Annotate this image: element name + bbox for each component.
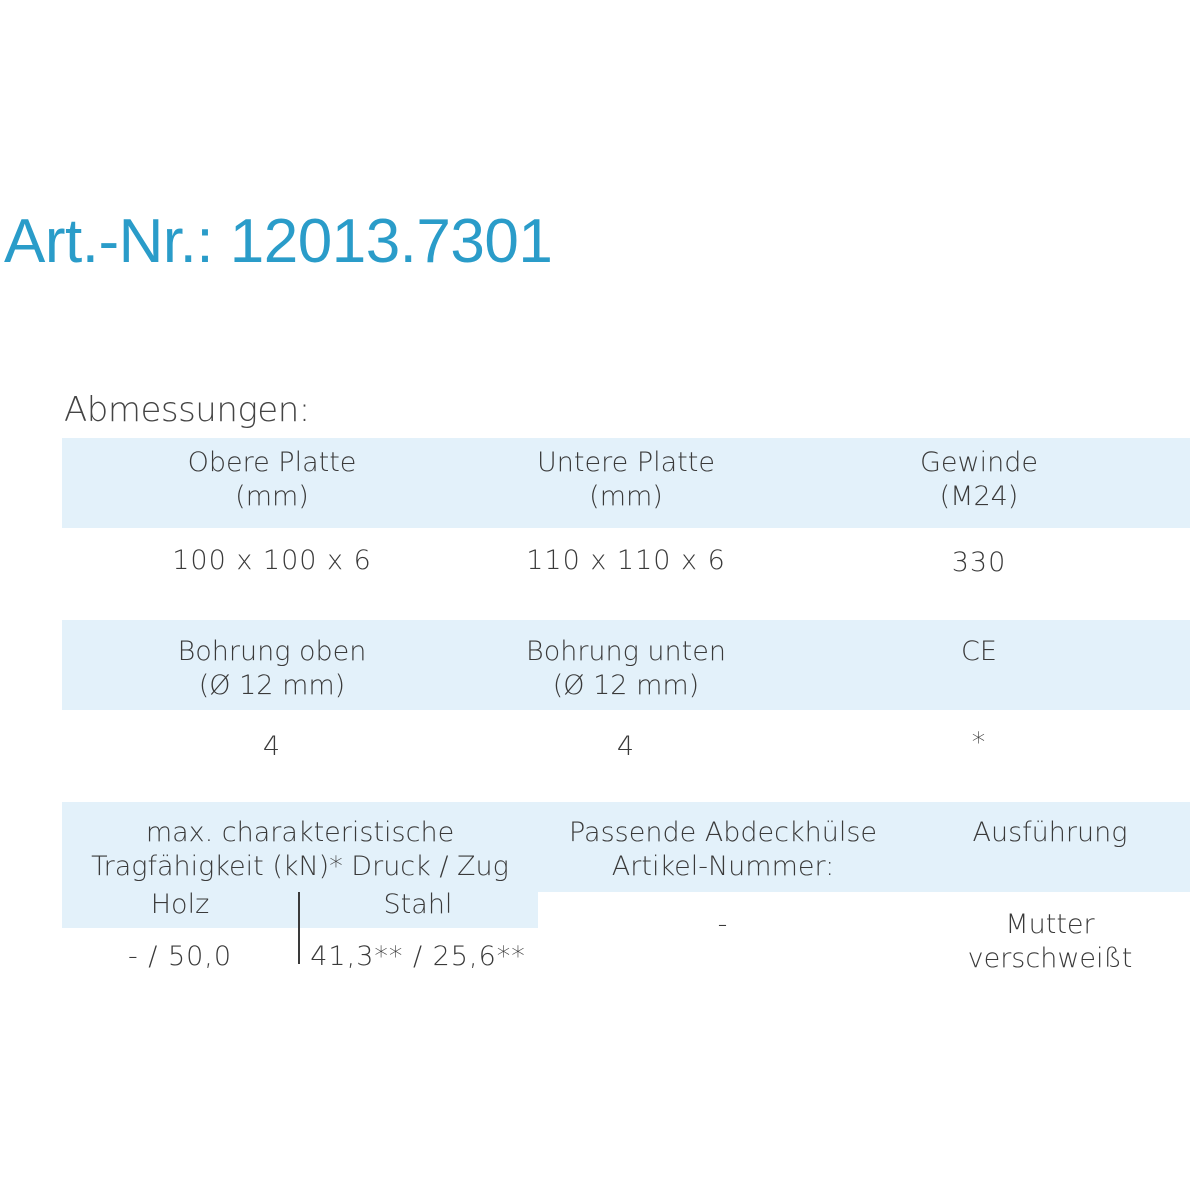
- article-number-title: Art.-Nr.: 12013.7301: [4, 207, 553, 276]
- header-stahl: Stahl: [383, 889, 453, 920]
- value-lower-plate: 110 x 110 x 6: [526, 545, 726, 576]
- value-drill-top: 4: [262, 731, 282, 762]
- header-drill-top: Bohrung oben (Ø 12 mm): [177, 636, 367, 701]
- section-title: Abmessungen:: [64, 390, 310, 430]
- value-thread: 330: [951, 547, 1007, 578]
- header-upper-plate: Obere Platte (mm): [187, 447, 357, 512]
- value-execution: Mutter verschweißt: [967, 909, 1133, 974]
- header-execution: Ausführung: [972, 817, 1128, 848]
- header-holz: Holz: [150, 889, 210, 920]
- value-cover-sleeve: -: [717, 909, 729, 940]
- value-ce: *: [971, 727, 987, 758]
- value-stahl: 41,3** / 25,6**: [310, 941, 526, 972]
- header-thread: Gewinde (M24): [920, 447, 1038, 512]
- value-upper-plate: 100 x 100 x 6: [172, 545, 372, 576]
- value-drill-bottom: 4: [616, 731, 636, 762]
- header-ce: CE: [961, 636, 997, 667]
- header-capacity: max. charakteristische Tragfähigkeit (kN)* Druck / Zug: [91, 817, 509, 882]
- value-holz: - / 50,0: [127, 941, 233, 972]
- capacity-divider: [298, 892, 300, 964]
- header-cover-sleeve: Passende Abdeckhülse Artikel-Nummer:: [568, 817, 878, 882]
- header-lower-plate: Untere Platte (mm): [537, 447, 715, 512]
- header-drill-bottom: Bohrung unten (Ø 12 mm): [526, 636, 726, 701]
